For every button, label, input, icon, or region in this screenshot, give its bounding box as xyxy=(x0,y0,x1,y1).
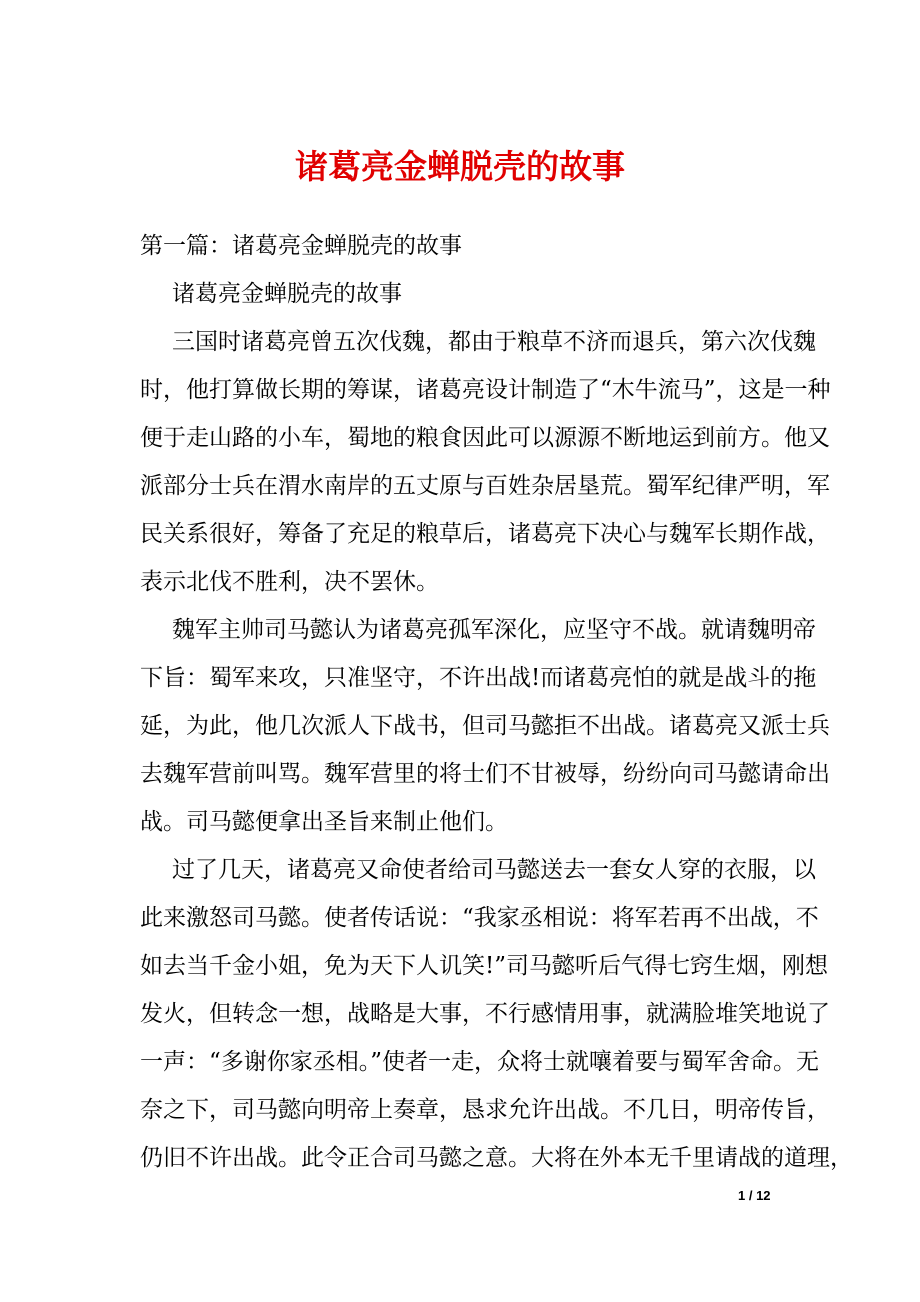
page-number: 1 / 12 xyxy=(738,1188,771,1203)
paragraph-line: 民关系很好，筹备了充足的粮草后，诸葛亮下决心与魏军长期作战， xyxy=(140,521,830,547)
paragraph-line: 奈之下，司马懿向明帝上奏章，恳求允许出战。不几日，明帝传旨， xyxy=(140,1097,830,1123)
paragraph-line: 派部分士兵在渭水南岸的五丈原与百姓杂居垦荒。蜀军纪律严明，军 xyxy=(140,473,830,499)
paragraph-line: 延，为此，他几次派人下战书，但司马懿拒不出战。诸葛亮又派士兵 xyxy=(140,713,830,739)
paragraph-line: 便于走山路的小车，蜀地的粮食因此可以源源不断地运到前方。他又 xyxy=(140,425,830,451)
paragraph-line: 如去当千金小姐，免为天下人讥笑!”司马懿听后气得七窍生烟，刚想 xyxy=(140,953,829,979)
document-title: 诸葛亮金蝉脱壳的故事 xyxy=(295,147,625,186)
paragraph-line: 仍旧不许出战。此令正合司马懿之意。大将在外本无千里请战的道理， xyxy=(140,1145,853,1171)
paragraph-line: 下旨：蜀军来攻，只准坚守，不许出战!而诸葛亮怕的就是战斗的拖 xyxy=(140,665,817,691)
section-heading: 第一篇：诸葛亮金蝉脱壳的故事 xyxy=(140,233,462,259)
document-body xyxy=(140,222,853,1182)
subtitle: 诸葛亮金蝉脱壳的故事 xyxy=(172,281,402,307)
paragraph-line: 去魏军营前叫骂。魏军营里的将士们不甘被辱，纷纷向司马懿请命出 xyxy=(140,761,830,787)
paragraph-line: 时，他打算做长期的筹谋，诸葛亮设计制造了“木牛流马”，这是一种 xyxy=(140,377,831,403)
paragraph-line: 战。司马懿便拿出圣旨来制止他们。 xyxy=(140,809,508,835)
paragraphs xyxy=(140,318,853,1182)
paragraph-line: 此来激怒司马懿。使者传话说：“我家丞相说：将军若再不出战，不 xyxy=(140,905,819,931)
paragraph-line: 过了几天，诸葛亮又命使者给司马懿送去一套女人穿的衣服，以 xyxy=(172,857,816,883)
paragraph-line: 魏军主帅司马懿认为诸葛亮孤军深化，应坚守不战。就请魏明帝 xyxy=(172,617,816,643)
paragraph-line: 三国时诸葛亮曾五次伐魏，都由于粮草不济而退兵，第六次伐魏 xyxy=(172,329,816,355)
paragraph-line: 发火，但转念一想，战略是大事，不行感情用事，就满脸堆笑地说了 xyxy=(140,1001,830,1027)
paragraph-line: 表示北伐不胜利，决不罢休。 xyxy=(140,569,439,595)
paragraph-line: 一声：“多谢你家丞相。”使者一走，众将士就嚷着要与蜀军舍命。无 xyxy=(140,1049,820,1075)
